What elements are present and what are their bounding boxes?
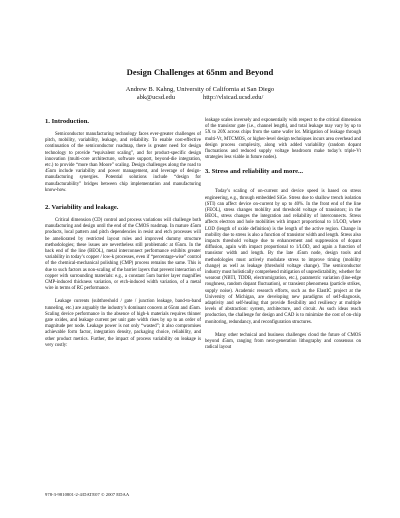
paragraph-stress-1: Today’s scaling of on-current and device speed is based on stress engineering, e.g., through embedded SiGe. Stress due to shallow trench isolation (STI) can affect device on-current by up to 40%. In the front end of the line (FEOL), stress changes mobility and threshold voltage of transistors; in the BEOL, stress changes the integration and reliability of interconnects. Stress affects electron and hole mobilities with impact proportional to 1/LOD, where LOD (length of oxide definition) is the length of the active region. Change in mobility due to stress is also a function of transistor width and length. Stress also impacts threshold voltage due to enhancement and suppression of dopant diffusion, again with impact proportional to 1/LOD, and again a function of transistor width and length. By the late 45nm node, design tools and methodologies must actively modulate stress to improve timing (mobility change) as well as leakage (threshold voltage change). The semiconductor industry must holistically comprehend mitigation of unpredictability, whether for wearout (NBTI, TDDB, electromigration, etc.), parametric variation (line-edge roughness, random dopant fluctuation), or transient phenomena (particle strikes, supply noise). Academic research efforts, such as the ElastIC project at the University of Michigan, are developing new paradigms of self-diagnosis, adaptivity and self-healing that provide flexibility and resiliency at multiple levels of abstraction: system, architecture, and circuit. As such ideas reach production, the challenge for design and CAD is to minimize the cost of on-chip monitoring, redundancy, and reconfiguration structures. [205,189,361,325]
author-block [0,86,400,102]
section-heading-variability: 2. Variability and leakage. [45,204,119,212]
author-url[interactable]: http://vlsicad.ucsd.edu/ [203,94,264,101]
paragraph-stress-2: Many other technical and business challenges cloud the future of CMOS beyond 45nm, ranging from next-generation lithography and consensus on radical layout [205,332,361,351]
right-column [205,118,361,352]
paragraph-variability-2: Leakage currents (subthreshold / gate / junction leakage, band-to-band tunneling, etc.) are arguably the industry’s dominant concern at 65nm and 45nm. Scaling device performance in the absence of high-k materials requires thinner gate oxides, and leakage current per unit gate width rises by up to an order of magnitude per node. Leakage power is not only “wasted”; it also compromises achievable form factor, integration density, packaging choice, reliability, and other product metrics. Further, the impact of process variability on leakage is very costly: [45,299,201,348]
paragraph-variability-1: Critical dimension (CD) control and process variations will challenge both manufacturing and design until the end of the CMOS roadmap. In mature 45nm products, local pattern and pitch dependencies in resist and etch processes will be ameliorated by restricted layout rules and improved dummy structure methodologies; these issues are nevertheless still problematic at 65nm. In the back end of the line (BEOL), metal interconnect performance exhibits greater variability in today’s copper / low-k processes, even if “percentage-wise” control of the chemical-mechanical polishing (CMP) process remains the same. This is due to such factors as non-scaling of the barrier layers that prevent interaction of copper with surrounding materials: e.g., a constant 5um barrier layer magnifies CMP-induced thickness variation, or etch-induced width variation, of a metal wire in terms of RC performance. [45,218,201,292]
paper-title: Design Challenges at 65nm and Beyond [126,67,274,77]
paragraph-variability-3: leakage scales inversely and exponentially with respect to the critical dimension of the transistor gate (i.e., channel length), and total leakage may vary by up to 5X to 20X across chips from the same wafer lot. Mitigation of leakage through multi-Vt, MTCMOS, or higher-level design techniques incurs area overhead and design process complexity, along with added variability (random dopant fluctuations and reduced supply voltage headroom make today’s triple-Vt strategies less viable in future nodes). [205,118,361,161]
left-column [45,118,201,349]
author-email[interactable]: abk@ucsd.edu [136,94,175,101]
section-heading-stress: 3. Stress and reliability and more... [205,168,303,176]
author-affiliation: Andrew B. Kahng, University of California at San Diego [125,86,275,93]
section-heading-introduction: 1. Introduction. [45,118,90,125]
paragraph-introduction: Semiconductor manufacturing technology faces ever-greater challenges of pitch, mobility, variability, leakage, and reliability. To enable cost-effective continuation of the semiconductor roadmap, there is greater need for design technology to provide “equivalent scaling”, and for product-specific design innovation (multi-core architecture, software support, beyond-die integration, etc.) to provide “more than Moore” scaling. Design challenges along the road to 45nm include variability and power management, and leverage of design-manufacturing synergies. Potential solutions include “design for manufacturability” bridges between chip implementation and manufacturing know-how. [45,132,201,193]
author-contact [0,94,400,102]
footer-copyright: 978-3-9810801-2-4/DATE07 © 2007 EDAA [45,492,130,497]
